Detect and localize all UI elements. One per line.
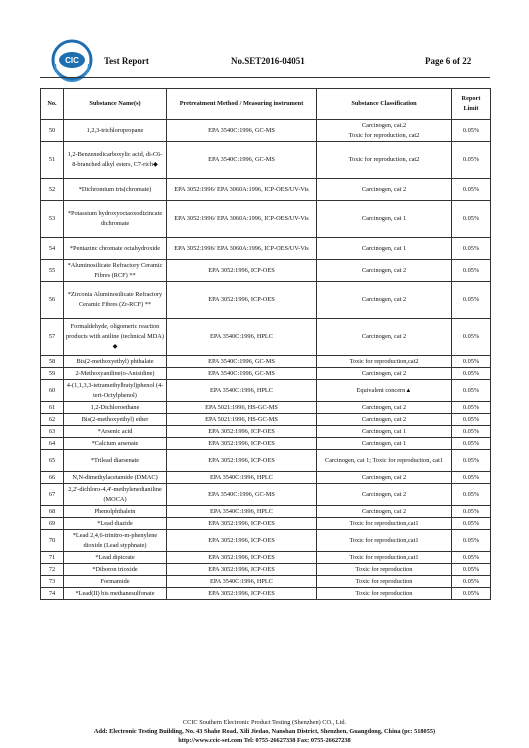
report-limit: 0.05% <box>452 438 491 450</box>
substance-name: *Lead diazide <box>64 518 167 530</box>
pretreatment-method: EPA 3052:1996, ICP-OES <box>167 260 317 282</box>
table-row <box>41 576 491 588</box>
footer-company: CCIC Southern Electronic Product Testing (Shenzhen) CO., Ltd. <box>182 719 347 726</box>
table-row <box>41 142 491 179</box>
table-row <box>41 426 491 438</box>
header-divider <box>40 77 490 78</box>
substance-classification: Carcinogen, cat 1 <box>317 238 452 260</box>
report-limit: 0.05% <box>452 552 491 564</box>
col-header-substance: Substance Name(s) <box>64 89 167 120</box>
substance-name: 1,2-Benzenedicarboxylic acid, di-C6-8-branched alkyl esters, C7-rich◆ <box>64 142 167 179</box>
report-limit: 0.05% <box>452 368 491 380</box>
substance-classification: Carcinogen, cat 1 <box>317 201 452 238</box>
table-row <box>41 201 491 238</box>
row-no: 65 <box>41 450 64 472</box>
substance-name: Phenolphthalein <box>64 506 167 518</box>
report-limit: 0.05% <box>452 238 491 260</box>
row-no: 61 <box>41 402 64 414</box>
report-limit: 0.05% <box>452 142 491 179</box>
substance-name: *Arsenic acid <box>64 426 167 438</box>
row-no: 74 <box>41 588 64 600</box>
table-row <box>41 530 491 552</box>
pretreatment-method: EPA 3540C:1996, HPLC <box>167 472 317 484</box>
substance-classification: Toxic for reproduction,cat1 <box>317 518 452 530</box>
row-no: 73 <box>41 576 64 588</box>
pretreatment-method: EPA 3052:1996, ICP-OES <box>167 282 317 319</box>
table-row <box>41 120 491 142</box>
substance-name: Bis(2-methoxyethyl) phthalate <box>64 356 167 368</box>
row-no: 70 <box>41 530 64 552</box>
table-row <box>41 260 491 282</box>
report-header <box>0 0 529 84</box>
substance-name: *Diboron trioxide <box>64 564 167 576</box>
report-limit: 0.05% <box>452 472 491 484</box>
substance-name: Formaldehyde, oligomeric reaction products with aniline (technical MDA) ◆ <box>64 319 167 356</box>
substance-classification: Carcinogen, cat 2 <box>317 414 452 426</box>
pretreatment-method: EPA 3540C:1996, HPLC <box>167 380 317 402</box>
report-limit: 0.05% <box>452 414 491 426</box>
table-row <box>41 380 491 402</box>
row-no: 66 <box>41 472 64 484</box>
pretreatment-method: EPA 5021:1996, HS-GC-MS <box>167 402 317 414</box>
report-limit: 0.05% <box>452 402 491 414</box>
substance-name: *Aluminosilicate Refractory Ceramic Fibres (RCF) ** <box>64 260 167 282</box>
pretreatment-method: EPA 5021:1996, HS-GC-MS <box>167 414 317 426</box>
table-row <box>41 179 491 201</box>
report-footer <box>0 718 529 746</box>
row-no: 63 <box>41 426 64 438</box>
col-header-limit: Report Limit <box>452 89 491 120</box>
report-limit: 0.05% <box>452 120 491 142</box>
table-row <box>41 564 491 576</box>
report-limit: 0.05% <box>452 530 491 552</box>
table-row <box>41 238 491 260</box>
substance-classification: Toxic for reproduction <box>317 576 452 588</box>
row-no: 56 <box>41 282 64 319</box>
substance-classification: Carcinogen, cat 2 <box>317 260 452 282</box>
pretreatment-method: EPA 3052:1996, ICP-OES <box>167 438 317 450</box>
substance-name: Formamide <box>64 576 167 588</box>
substance-classification: Toxic for reproduction <box>317 588 452 600</box>
substance-name: 1,2-Dichloroethane <box>64 402 167 414</box>
row-no: 51 <box>41 142 64 179</box>
pretreatment-method: EPA 3540C:1996, HPLC <box>167 506 317 518</box>
substance-classification: Carcinogen, cat 2 <box>317 472 452 484</box>
row-no: 59 <box>41 368 64 380</box>
report-limit: 0.05% <box>452 319 491 356</box>
row-no: 62 <box>41 414 64 426</box>
table-row <box>41 588 491 600</box>
substance-classification: Carcinogen, cat 1 <box>317 426 452 438</box>
pretreatment-method: EPA 3540C:1996, GC-MS <box>167 120 317 142</box>
report-limit: 0.05% <box>452 484 491 506</box>
report-limit: 0.05% <box>452 564 491 576</box>
substance-name: 4-(1,1,3,3-tetramethylbutyl)phenol (4-tert-Octylphenol) <box>64 380 167 402</box>
page-number: Page 6 of 22 <box>425 56 472 66</box>
table-row <box>41 319 491 356</box>
substance-classification: Carcinogen, cat 2 <box>317 368 452 380</box>
substance-table <box>40 88 491 600</box>
row-no: 54 <box>41 238 64 260</box>
report-limit: 0.05% <box>452 380 491 402</box>
substance-name: *Lead 2,4,6-trinitro-m-phenylene dioxide (Lead styphnate) <box>64 530 167 552</box>
row-no: 50 <box>41 120 64 142</box>
substance-classification: Carcinogen, cat 2 <box>317 506 452 518</box>
table-row <box>41 450 491 472</box>
substance-classification: Toxic for reproduction, cat2 <box>317 142 452 179</box>
report-limit: 0.05% <box>452 576 491 588</box>
report-limit: 0.05% <box>452 356 491 368</box>
row-no: 72 <box>41 564 64 576</box>
substance-name: 1,2,3-trichloropropane <box>64 120 167 142</box>
pretreatment-method: EPA 3540C:1996, GC-MS <box>167 484 317 506</box>
pretreatment-method: EPA 3540C:1996, GC-MS <box>167 368 317 380</box>
substance-name: 2,2'-dichloro-4,4'-methylenedianiline (MOCA) <box>64 484 167 506</box>
substance-classification: Toxic for reproduction <box>317 564 452 576</box>
pretreatment-method: EPA 3052:1996, ICP-OES <box>167 518 317 530</box>
report-limit: 0.05% <box>452 588 491 600</box>
pretreatment-method: EPA 3052:1996/ EPA 3060A:1996, ICP-OES/UV-Vis <box>167 201 317 238</box>
table-row <box>41 438 491 450</box>
table-row <box>41 506 491 518</box>
row-no: 53 <box>41 201 64 238</box>
substance-name: 2-Methoxyaniline(o-Anisidine) <box>64 368 167 380</box>
row-no: 64 <box>41 438 64 450</box>
table-row <box>41 368 491 380</box>
report-limit: 0.05% <box>452 506 491 518</box>
report-title: Test Report <box>104 56 149 66</box>
report-number: No.SET2016-04051 <box>231 56 305 66</box>
row-no: 68 <box>41 506 64 518</box>
substance-classification: Carcinogen, cat 1; Toxic for reproduction, cat1 <box>317 450 452 472</box>
table-row <box>41 282 491 319</box>
ccic-logo-icon <box>50 38 94 82</box>
col-header-classification: Substance Classification <box>317 89 452 120</box>
report-limit: 0.05% <box>452 426 491 438</box>
pretreatment-method: EPA 3540C:1996, GC-MS <box>167 142 317 179</box>
pretreatment-method: EPA 3052:1996, ICP-OES <box>167 450 317 472</box>
col-header-no: No. <box>41 89 64 120</box>
substance-classification: Carcinogen, cat.2 Toxic for reproduction, cat2 <box>317 120 452 142</box>
substance-name: N,N-dimethylacetamide (DMAC) <box>64 472 167 484</box>
pretreatment-method: EPA 3052:1996, ICP-OES <box>167 564 317 576</box>
substance-name: Bis(2-methoxyethyl) ether <box>64 414 167 426</box>
table-row <box>41 356 491 368</box>
table-row <box>41 472 491 484</box>
row-no: 57 <box>41 319 64 356</box>
report-limit: 0.05% <box>452 260 491 282</box>
footer-address: Add: Electronic Testing Building, No. 43 Shahe Road, Xili Jiedao, Nanshan District, Shenzhen, Guangdong, China (pc: 518055) <box>93 728 436 736</box>
substance-classification: Carcinogen, cat 2 <box>317 319 452 356</box>
row-no: 52 <box>41 179 64 201</box>
report-limit: 0.05% <box>452 201 491 238</box>
pretreatment-method: EPA 3052:1996, ICP-OES <box>167 530 317 552</box>
substance-classification: Carcinogen, cat 2 <box>317 484 452 506</box>
svg-text:CIC: CIC <box>65 56 79 65</box>
substance-classification: Carcinogen, cat 2 <box>317 402 452 414</box>
report-limit: 0.05% <box>452 518 491 530</box>
substance-name: *Trilead diarsenate <box>64 450 167 472</box>
table-row <box>41 402 491 414</box>
substance-classification: Carcinogen, cat 1 <box>317 438 452 450</box>
substance-classification: Toxic for reproduction,cat1 <box>317 552 452 564</box>
table-header-row <box>41 89 491 120</box>
row-no: 71 <box>41 552 64 564</box>
pretreatment-method: EPA 3052:1996, ICP-OES <box>167 588 317 600</box>
row-no: 55 <box>41 260 64 282</box>
table-row <box>41 518 491 530</box>
report-limit: 0.05% <box>452 282 491 319</box>
substance-name: *Lead dipicrate <box>64 552 167 564</box>
substance-name: *Potassium hydroxyoctaoxodizincate dichromate <box>64 201 167 238</box>
substance-classification: Toxic for reproduction,cat1 <box>317 530 452 552</box>
report-limit: 0.05% <box>452 450 491 472</box>
report-limit: 0.05% <box>452 179 491 201</box>
substance-classification: Equivalent concern▲ <box>317 380 452 402</box>
substance-name: *Pentazinc chromate octahydroxide <box>64 238 167 260</box>
row-no: 67 <box>41 484 64 506</box>
footer-contact: http://www.ccic-set.com Tel: 0755-26627338 Fax: 0755-26627238 <box>178 737 351 745</box>
substance-name: *Lead(II) bis methanesulfonate <box>64 588 167 600</box>
table-row <box>41 414 491 426</box>
table-row <box>41 484 491 506</box>
substance-classification: Toxic for reproduction,cat2 <box>317 356 452 368</box>
pretreatment-method: EPA 3540C:1996, HPLC <box>167 319 317 356</box>
col-header-method: Pretreatment Method / Measuring instrument <box>167 89 317 120</box>
substance-classification: Carcinogen, cat 2 <box>317 179 452 201</box>
table-row <box>41 552 491 564</box>
pretreatment-method: EPA 3052:1996/ EPA 3060A:1996, ICP-OES/UV-Vis <box>167 179 317 201</box>
pretreatment-method: EPA 3052:1996, ICP-OES <box>167 426 317 438</box>
pretreatment-method: EPA 3540C:1996, HPLC <box>167 576 317 588</box>
substance-name: *Dichromium tris(chromate) <box>64 179 167 201</box>
pretreatment-method: EPA 3052:1996/ EPA 3060A:1996, ICP-OES/UV-Vis <box>167 238 317 260</box>
substance-name: *Zirconia Aluminosilicate Refractory Ceramic Fibres (Zr-RCF) ** <box>64 282 167 319</box>
substance-name: *Calcium arsenate <box>64 438 167 450</box>
row-no: 60 <box>41 380 64 402</box>
row-no: 58 <box>41 356 64 368</box>
pretreatment-method: EPA 3540C:1996, GC-MS <box>167 356 317 368</box>
row-no: 69 <box>41 518 64 530</box>
pretreatment-method: EPA 3052:1996, ICP-OES <box>167 552 317 564</box>
substance-classification: Carcinogen, cat 2 <box>317 282 452 319</box>
